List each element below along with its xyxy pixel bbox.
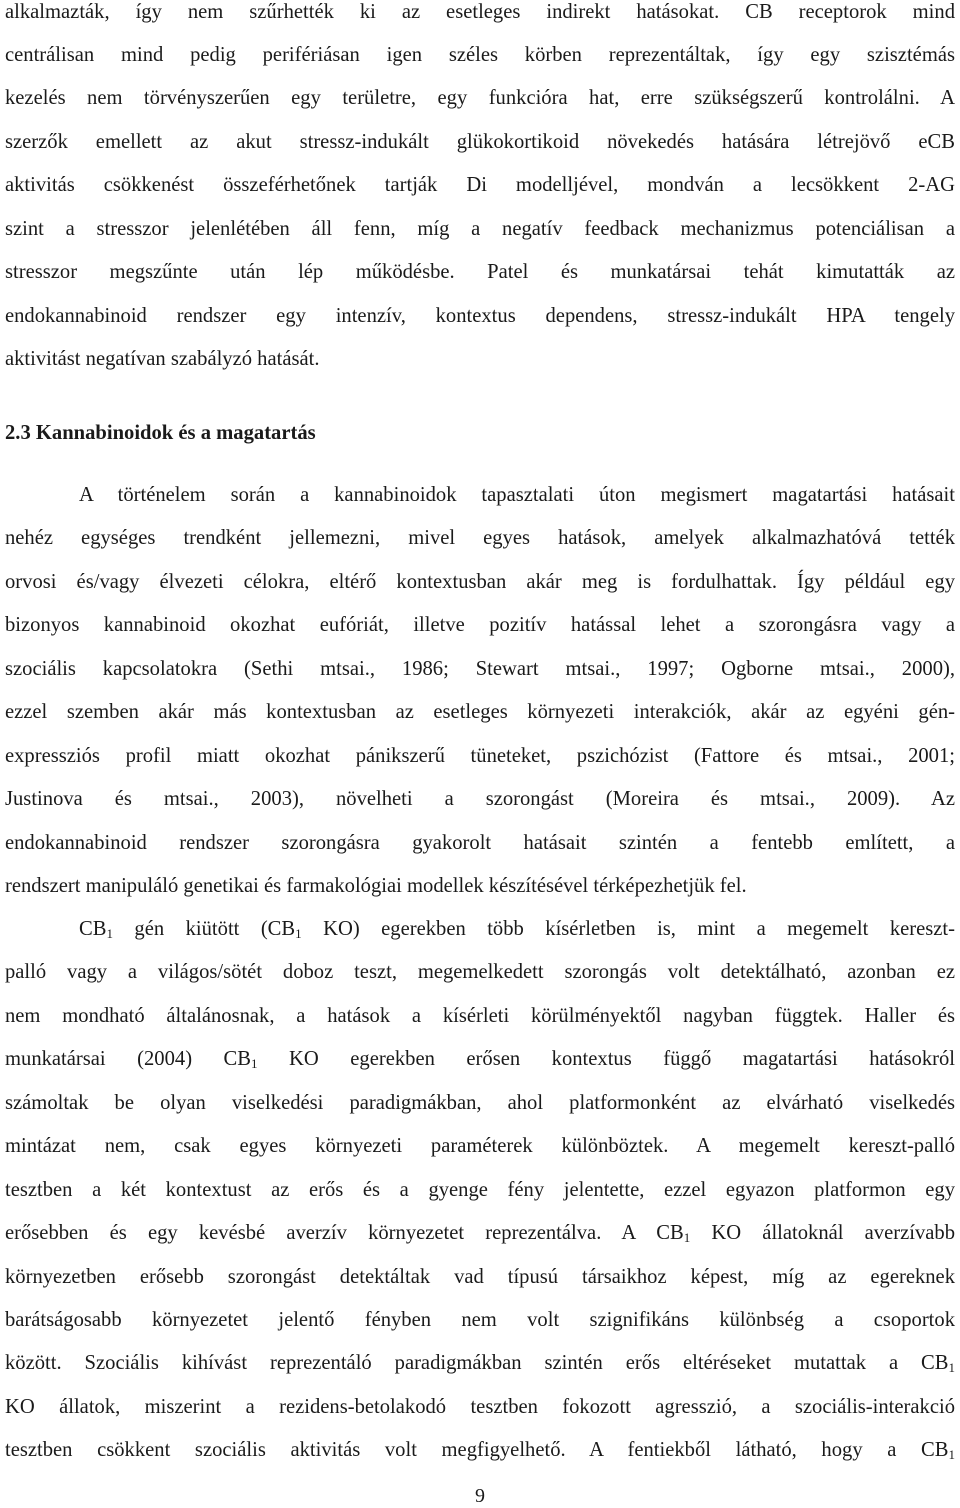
text-segment: erősebben és egy kevésbé averzív környezetet reprezentálva. A CB xyxy=(5,1222,684,1244)
text-line: endokannabinoid rendszer szorongásra gyakorolt hatásait szintén a fentebb említett, a xyxy=(5,832,955,854)
text-line: nehéz egységes trendként jellemezni, mivel egyes hatások, amelyek alkalmazhatóvá tették xyxy=(5,527,955,549)
text-segment: KO egerekben erősen kontextus függő magatartási hatásokról xyxy=(257,1048,955,1070)
subscript: 1 xyxy=(295,926,302,941)
text-segment: tesztben csökkent szociális aktivitás volt megfigyelhető. A fentiekből látható, hogy a CB xyxy=(5,1439,949,1461)
text-line xyxy=(5,1435,955,1465)
subscript: 1 xyxy=(251,1056,258,1071)
text-segment: CB xyxy=(79,918,107,940)
text-segment: KO) egerekben több kísérletben is, mint a megemelt kereszt- xyxy=(301,918,955,940)
text-segment: KO állatoknál averzívabb xyxy=(690,1222,955,1244)
text-line: mintázat nem, csak egyes környezeti paraméterek különböztek. A megemelt kereszt-palló xyxy=(5,1135,955,1157)
text-segment: munkatársai (2004) CB xyxy=(5,1048,252,1070)
text-line: szint a stresszor jelenlétében áll fenn, míg a negatív feedback mechanizmus potenciálisan a xyxy=(5,218,955,240)
text-segment: gén kiütött (CB xyxy=(112,918,296,940)
text-line: A történelem során a kannabinoidok tapasztalati úton megismert magatartási hatásait xyxy=(79,484,955,506)
text-line: rendszert manipuláló genetikai és farmakológiai modellek készítésével térképezhetjük fel. xyxy=(5,875,747,897)
text-line: stresszor megszűnte után lép működésbe. Patel és munkatársai tehát kimutatták az xyxy=(5,261,955,283)
text-line: KO állatok, miszerint a rezidens-betolakodó tesztben fokozott agresszió, a szociális-interakció xyxy=(5,1396,955,1418)
text-line: orvosi és/vagy élvezeti célokra, eltérő kontextusban akár meg is fordulhattak. Így például egy xyxy=(5,571,955,593)
text-line: szociális kapcsolatokra (Sethi mtsai., 1986; Stewart mtsai., 1997; Ogborne mtsai., 2000), xyxy=(5,658,955,680)
text-line: tesztben a két kontextust az erős és a gyenge fény jelentette, ezzel egyazon platformon egy xyxy=(5,1179,955,1201)
text-line: expressziós profil miatt okozhat pánikszerű tüneteket, pszichózist (Fattore és mtsai., 2001; xyxy=(5,745,955,767)
text-line xyxy=(5,1218,955,1248)
text-line: aktivitást negatívan szabályzó hatását. xyxy=(5,348,320,370)
text-line: palló vagy a világos/sötét doboz teszt, megemelkedett szorongás volt detektálható, azonban ez xyxy=(5,961,955,983)
section-heading: 2.3 Kannabinoidok és a magatartás xyxy=(5,422,316,444)
text-line: bizonyos kannabinoid okozhat eufóriát, illetve pozitív hatással lehet a szorongásra vagy a xyxy=(5,614,955,636)
text-line: Justinova és mtsai., 2003), növelheti a szorongást (Moreira és mtsai., 2009). Az xyxy=(5,788,955,810)
text-line: kezelés nem törvényszerűen egy területre, egy funkcióra hat, erre szükségszerű kontrolálni. A xyxy=(5,87,955,109)
text-line xyxy=(79,914,955,944)
text-line: barátságosabb környezetet jelentő fényben nem volt szignifikáns különbség a csoportok xyxy=(5,1309,955,1331)
text-line: aktivitás csökkenést összeférhetőnek tartják Di modelljével, mondván a lecsökkent 2-AG xyxy=(5,174,955,196)
text-line xyxy=(5,1044,955,1074)
subscript: 1 xyxy=(948,1360,955,1375)
text-line: nem mondható általánosnak, a hatások a kísérleti körülményektől nagyban függtek. Haller és xyxy=(5,1005,955,1027)
subscript: 1 xyxy=(106,926,113,941)
text-segment: között. Szociális kihívást reprezentáló paradigmákban szintén erős eltéréseket mutattak a CB xyxy=(5,1352,949,1374)
text-line xyxy=(5,1348,955,1378)
text-line: szerzők emellett az akut stressz-indukált glükokortikoid növekedés hatására létrejövő eCB xyxy=(5,131,955,153)
text-line: számoltak be olyan viselkedési paradigmákban, ahol platformonként az elvárható viselkedés xyxy=(5,1092,955,1114)
text-line: centrálisan mind pedig perifériásan igen széles körben reprezentáltak, így egy szisztémás xyxy=(5,44,955,66)
text-line: ezzel szemben akár más kontextusban az esetleges környezeti interakciók, akár az egyéni gén- xyxy=(5,701,955,723)
subscript: 1 xyxy=(683,1230,691,1245)
subscript: 1 xyxy=(948,1447,955,1462)
page-number: 9 xyxy=(475,1485,485,1507)
text-line: környezetben erősebb szorongást detektáltak vad típusú társaikhoz képest, míg az egereknek xyxy=(5,1266,955,1288)
text-line: endokannabinoid rendszer egy intenzív, kontextus dependens, stressz-indukált HPA tengely xyxy=(5,305,955,327)
text-line: alkalmazták, így nem szűrhették ki az esetleges indirekt hatásokat. CB receptorok mind xyxy=(5,1,955,23)
